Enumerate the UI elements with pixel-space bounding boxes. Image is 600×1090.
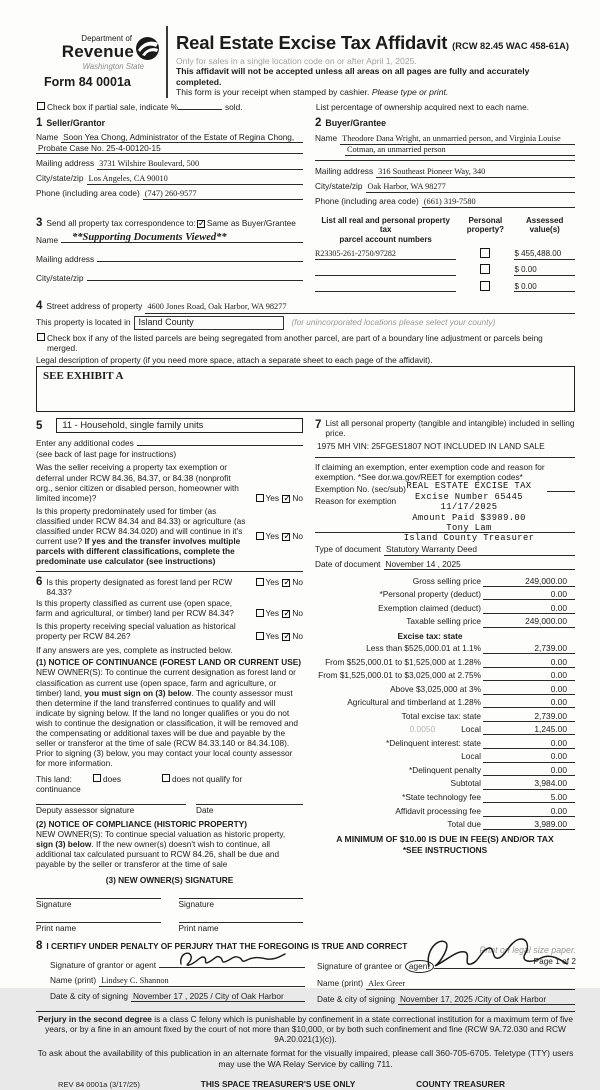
- grantor-signature-label: Signature of grantor or agent: [50, 959, 157, 970]
- correspondence-city-field[interactable]: [87, 280, 304, 281]
- section-4-number: 4: [36, 300, 43, 313]
- section-7: [315, 418, 575, 933]
- legal-description-label: Legal description of property (if you need more space, attach a separate sheet to each page of the affidavit).: [36, 354, 433, 365]
- does-not-checkbox[interactable]: [162, 774, 170, 782]
- section-3-number: 3: [36, 217, 43, 230]
- same-as-buyer-checkbox[interactable]: ✓: [197, 219, 206, 230]
- parcel-row: [315, 248, 575, 260]
- s5q1-no-checkbox[interactable]: ✓: [283, 493, 291, 504]
- located-in-label: This property is located in: [36, 316, 131, 327]
- personal-property-checkbox-1[interactable]: [480, 248, 490, 258]
- section-6: 6 Is this property designated as forest land per RCW 84.33? Yes ✓No Is this property classified as current use (open space, farm and agricultural, or timber) land per RCW 84.34? Yes ✓No Is this property receiving special valuation as historical property per RCW 84.26? Yes ✓No If any answers are yes, complete as instructed below. (1) NOTICE OF CONTINUANCE (FOREST LAND OR CURRENT USE) NEW OWNER(S): To continue the current designation as forest land or classification as current use (open space, farm and agriculture, or timber) land, you must sign on (3) below. The county assessor must then determine if the land transferred continues to qualify and will indicate by signing below. If the land no longer qualifies or you do not wish to continue the designation or classification, it will be removed and the compensating or additional taxes will be due and payable by the seller or transferor at the time of sale (RCW 84.33.140 or 84.34.108). Prior to signing (3) below, you may contact your local county assessor for more information. This land: does does not qualify for continuance Deputy assessor signature Date (2) NOTICE OF COMPLIANCE (HISTORIC PROPERTY) NEW OWNER(S): To continue special valuation as historic property, sign (3) below. If the new owner(s) doesn't wish to continue, all additional tax calculated pursuant to RCW 84.26, shall be due and payable by the seller or transferor at the time of sale (3) NEW OWNER(S) SIGNATURE Signature Signature Print name Print name: [36, 575, 303, 933]
- buyer-name-field[interactable]: Theodore Dana Wright, an unmarried person, and Virginia Louise: [340, 134, 575, 145]
- tax-row-total-state: Total excise tax: state 2,739.00: [315, 711, 575, 722]
- seller-phone-label: Phone (including area code): [36, 188, 140, 199]
- seller-name-field-line2[interactable]: Probate Case No. 25-4-00120-15: [36, 143, 303, 154]
- subtotal-field[interactable]: 3,984.00: [483, 778, 575, 789]
- section7-intro: List all personal property (tangible and intangible) included in selling price.: [325, 417, 575, 438]
- property-section: [36, 299, 575, 411]
- land-use-code-box[interactable]: 11 - Household, single family units: [56, 418, 303, 433]
- seller-heading: Seller/Grantor: [46, 117, 106, 128]
- tax-row-personal-deduct: *Personal property (deduct) 0.00: [315, 589, 575, 600]
- tax-row-gross: Gross selling price 249,000.00: [315, 576, 575, 587]
- section6-q3: Is this property receiving special valuation as historical property per RCW 84.26?: [36, 620, 236, 642]
- tier4-amount-field[interactable]: 0.00: [483, 684, 575, 695]
- buyer-mailing-label: Mailing address: [315, 165, 374, 176]
- tax-row-subtotal: Subtotal 3,984.00: [315, 778, 575, 789]
- revenue-wordmark: Revenue: [61, 41, 134, 61]
- grantor-date-label: Date & city of signing: [50, 990, 128, 1001]
- correspondence-section: [36, 216, 303, 292]
- buyer-heading: Buyer/Grantee: [325, 117, 387, 128]
- section-2-number: 2: [315, 116, 322, 129]
- notice1-heading: (1) NOTICE OF CONTINUANCE (FOREST LAND OR CURRENT USE): [36, 657, 302, 668]
- form-title: Real Estate Excise Tax Affidavit: [176, 32, 448, 53]
- grantee-name-label: Name (print): [317, 977, 364, 988]
- deputy-assessor-label: Deputy assessor signature: [36, 804, 135, 815]
- seller-name-label: Name: [36, 131, 59, 142]
- grantor-name-field[interactable]: Lindsey C. Shannon: [99, 976, 305, 987]
- does-checkbox[interactable]: [93, 774, 101, 782]
- dor-logo: [36, 26, 158, 98]
- buyer-city-label: City/state/zip: [315, 180, 363, 191]
- section-7-number: 7: [315, 418, 322, 431]
- partial-sale-label: Check box if partial sale, indicate %: [47, 101, 178, 112]
- parcel-row: [315, 281, 575, 293]
- sold-label: sold.: [224, 101, 243, 112]
- s6q3-no-checkbox[interactable]: ✓: [283, 632, 291, 643]
- tier3-amount-field[interactable]: 0.00: [483, 670, 575, 681]
- parcel-number-field[interactable]: R23305-261-2750/97282: [315, 249, 456, 260]
- exemption-no-label: Exemption No. (sec/sub): [315, 484, 406, 495]
- tax-row-delinq-penalty: *Delinquent penalty 0.00: [315, 765, 575, 776]
- header-note-bold: This affidavit will not be accepted unless all areas on all pages are fully and accurately completed.: [176, 66, 530, 87]
- new-owners-signature-heading: (3) NEW OWNER(S) SIGNATURE: [105, 875, 234, 886]
- section5-q1: Was the seller receiving a property tax exemption or deferral under RCW 84.36, 84.37, or 84.38 (nonprofit org., senior citizen or disabled person, homeowner with limited income)? Yes ✓No: [36, 462, 303, 504]
- partial-sale-checkbox[interactable]: [37, 102, 45, 110]
- grantor-signature-ink: [177, 946, 297, 972]
- unincorporated-note: (for unincorporated locations please select your county): [291, 316, 496, 327]
- continuance-label: continuance: [36, 783, 81, 794]
- header-note-receipt: This form is your receipt when stamped by cashier.: [176, 87, 370, 98]
- legal-description-value: SEE EXHIBIT A: [43, 369, 124, 382]
- treasurer-use-only-label: THIS SPACE TREASURER'S USE ONLY: [200, 1079, 356, 1090]
- does-not-label: does not qualify for: [172, 773, 243, 784]
- type-of-document-field[interactable]: Statutory Warranty Deed: [384, 544, 575, 555]
- section-5: 5 11 - Household, single family units Enter any additional codes (see back of last page for instructions) Was the seller receiving a property tax exemption or deferral under RCW 84.36, 84.37, or 84.38 (nonprofit org., senior citizen or disabled person, homeowner with limited income)? Yes ✓No Is this property predominately used for timber (as classified under RCW 84.34 and 84.33) or agriculture (as classified under RCW 84.34.020) and will continue in it's current use? If yes and the transfer involves multiple parcels with different classifications, complete the predominate use calculator (see instructions) Yes ✓No: [36, 419, 303, 567]
- seller-section: [36, 116, 303, 209]
- section-6-number: 6: [36, 575, 43, 588]
- grantee-date-label: Date & city of signing: [317, 993, 395, 1004]
- tax-row-delinq-interest-local: Local 0.00: [315, 751, 575, 762]
- owner-signature-label-2: Signature: [178, 899, 215, 910]
- seller-mailing-label: Mailing address: [36, 157, 95, 168]
- form-title-rcw: (RCW 82.45 WAC 458-61A): [452, 41, 569, 51]
- assessor-date-label: Date: [196, 804, 214, 815]
- street-address-field[interactable]: 4600 Jones Road, Oak Harbor, WA 98277: [145, 302, 575, 313]
- parcels-col3-header: Assessed: [526, 216, 564, 226]
- date-of-document-label: Date of document: [315, 558, 381, 569]
- seller-city-field[interactable]: Los Angeles, CA 90010: [87, 174, 304, 185]
- grantee-date-field[interactable]: November 17, 2025 /City of Oak Harbor: [398, 994, 575, 1005]
- certify-statement: I CERTIFY UNDER PENALTY OF PERJURY THAT THE FOREGOING IS TRUE AND CORRECT: [46, 940, 408, 951]
- section-1-number: 1: [36, 116, 43, 129]
- gross-selling-price-field[interactable]: 249,000.00: [483, 576, 575, 587]
- correspondence-name-label: Name: [36, 235, 59, 246]
- tax-row-total-due: Total due 3,989.00: [315, 819, 575, 830]
- local-rate: 0.0050: [409, 724, 436, 735]
- date-of-document-field[interactable]: November 14 , 2025: [384, 559, 576, 570]
- header-note-type-or-print: Please type or print.: [371, 87, 449, 98]
- section5-q2: Is this property predominately used for timber (as classified under RCW 84.34 and 84.33) or agriculture (as classified under RCW 84.34.020) and will continue in it's current use? If yes and the transfer involves multiple parcels with different classifications, complete the predominate use calculator (see instructions): [36, 505, 246, 567]
- s6q1-yes-checkbox[interactable]: [256, 578, 264, 586]
- notice2-body: NEW OWNER(S): To continue special valuation as historic property, sign (3) below. If the new owner(s) doesn't wish to continue, all additional tax calculated pursuant to RCW 84.26, shall be due and payable by the seller or transferor at the time of sale: [36, 828, 286, 870]
- parcel-row: [315, 264, 575, 276]
- partial-sale-percent-field[interactable]: [178, 109, 222, 110]
- reason-for-exemption-label: Reason for exemption: [315, 496, 397, 507]
- parcels-col1-header: List all real and personal property tax: [321, 216, 450, 235]
- delinquent-interest-local-field[interactable]: 0.00: [483, 751, 575, 762]
- seller-mailing-field[interactable]: 3731 Wilshire Boulevard, 500: [97, 159, 303, 170]
- seller-phone-field[interactable]: (747) 260-9577: [143, 189, 303, 200]
- dor-swoosh-icon: [135, 36, 160, 67]
- parcel-number-field-3[interactable]: [315, 282, 456, 292]
- buyer-mailing-field[interactable]: 316 Southeast Pioneer Way, 340: [376, 167, 575, 178]
- grantor-date-field[interactable]: November 17 , 2025 / City of Oak Harbor: [131, 991, 305, 1002]
- tax-row-affidavit-fee: Affidavit processing fee 0.00: [315, 806, 575, 817]
- buyer-name-label: Name: [315, 132, 338, 143]
- seller-name-field[interactable]: Soon Yea Chong, Administrator of the Estate of Regina Chong,: [61, 132, 303, 143]
- delinquent-interest-state-field[interactable]: 0.00: [483, 738, 575, 749]
- form-header: [36, 26, 575, 98]
- buyer-phone-label: Phone (including area code): [315, 196, 419, 207]
- delinquent-penalty-field[interactable]: 0.00: [483, 765, 575, 776]
- parcels-col2-header: Personal: [468, 216, 503, 226]
- washington-state-label: Washington State: [82, 62, 144, 72]
- notice1-body: NEW OWNER(S): To continue the current designation as forest land or classification as current use (open space, farm and agriculture, or timber) land, you must sign on (3) below. The county assessor must then determine if the land transferred continues to qualify and will indicate by signing below. If the land no longer qualifies or you do not wish to continue the designation or classification, it will be removed and the compensating or additional taxes will be due and payable by the seller or transferor at the time of sale (RCW 84.33.140 or 84.34.108). Prior to signing (3) below, you may contact your local county assessor for more information.: [36, 667, 298, 769]
- personal-property-value[interactable]: 1975 MH VIN: 25FGES1807 NOT INCLUDED IN LAND SALE: [317, 441, 545, 452]
- s5q2-yes-checkbox[interactable]: [256, 532, 264, 540]
- s6q3-yes-checkbox[interactable]: [256, 632, 264, 640]
- tax-row-tier3: From $1,525,000.01 to $3,025,000 at 2.75% 0.00: [315, 670, 575, 681]
- this-land-label: This land:: [36, 773, 72, 784]
- tax-row-tier1: Less than $525,000.01 at 1.1% 2,739.00: [315, 643, 575, 654]
- form-number: Form 84 0001a: [44, 74, 131, 89]
- tax-row-local: 0.0050 Local 1,245.00: [315, 724, 575, 735]
- parcel-number-field-2[interactable]: [315, 266, 456, 276]
- total-state-excise-field[interactable]: 2,739.00: [483, 711, 575, 722]
- correspondence-city-label: City/state/zip: [36, 273, 84, 284]
- legal-description-box[interactable]: [36, 366, 575, 412]
- state-technology-fee-field[interactable]: 5.00: [483, 792, 575, 803]
- if-yes-note: If any answers are yes, complete as instructed below.: [36, 645, 233, 656]
- notice2-heading: (2) NOTICE OF COMPLIANCE (HISTORIC PROPERTY): [36, 818, 247, 829]
- tax-row-agricultural: Agricultural and timberland at 1.28% 0.00: [315, 697, 575, 708]
- page-indicator: Page 1 of 2: [533, 955, 576, 966]
- accessibility-note: To ask about the availability of this publication in an alternate format for the visually impaired, please call 360-705-6705. Teletype (TTY) users may use the WA Relay Service by calling 711.: [37, 1048, 574, 1069]
- exemption-claimed-field[interactable]: 0.00: [483, 603, 575, 614]
- header-note-gray: Only for sales in a single location code on or after April 1, 2025.: [176, 55, 417, 66]
- tax-row-delinq-interest-state: *Delinquent interest: state 0.00: [315, 738, 575, 749]
- buyer-phone-field[interactable]: (661) 319-7580: [422, 197, 575, 208]
- county-select[interactable]: Island County: [134, 316, 284, 330]
- tax-row-tech-fee: *State technology fee 5.00: [315, 792, 575, 803]
- s5q1-yes-checkbox[interactable]: [256, 494, 264, 502]
- print-legal-note: Print on legal size paper.: [479, 945, 576, 956]
- personal-property-checkbox-3[interactable]: [480, 281, 490, 291]
- seller-city-label: City/state/zip: [36, 172, 84, 183]
- see-instructions-note: *SEE INSTRUCTIONS: [402, 844, 488, 855]
- dept-of-label: Department of: [81, 34, 132, 43]
- total-due-field[interactable]: 3,989.00: [483, 819, 575, 830]
- assessed-value-field-3[interactable]: $ 0.00: [514, 282, 575, 293]
- grantee-signature-label: Signature of grantee or: [317, 960, 402, 971]
- s6q2-yes-checkbox[interactable]: [256, 609, 264, 617]
- grantee-agent-label: agent: [405, 960, 434, 973]
- excise-state-heading: Excise tax: state: [397, 630, 463, 641]
- tax-row-tier2: From $525,000.01 to $1,525,000 at 1.28% 0.00: [315, 657, 575, 668]
- section7-divider-1: [315, 457, 575, 458]
- section-8: [36, 939, 575, 1005]
- exemption-note: If claiming an exemption, enter exemption code and reason for exemption. *See dor.wa.gov/REET for exemption codes*: [315, 462, 545, 483]
- buyer-name-field-line2[interactable]: Cotman, an unmarried person: [345, 145, 575, 156]
- local-tax-field[interactable]: 1,245.00: [483, 724, 575, 735]
- additional-codes-label: Enter any additional codes: [36, 438, 134, 449]
- segregated-checkbox[interactable]: [37, 333, 45, 341]
- parcels-table: List all real and personal property tax parcel account numbers Personal property? Assessed value(s) R23305-261-2750/97282 $ 455,488.00 $ 0.00 $ 0.00: [315, 216, 575, 292]
- section-divider: [36, 571, 303, 572]
- owner-signature-label-1: Signature: [36, 899, 72, 910]
- correspondence-mailing-field[interactable]: [97, 261, 303, 262]
- supporting-documents-stamp: **Supporting Documents Viewed**: [72, 232, 227, 244]
- tier2-amount-field[interactable]: 0.00: [483, 657, 575, 668]
- owner-print-name-label-1: Print name: [36, 922, 77, 933]
- street-address-label: Street address of property: [46, 301, 143, 312]
- tax-row-exemption-deduct: Exemption claimed (deduct) 0.00: [315, 603, 575, 614]
- rev-number: REV 84 0001a (3/17/25): [58, 1080, 140, 1090]
- assessed-value-field-1[interactable]: $ 455,488.00: [514, 249, 575, 260]
- grantor-name-label: Name (print): [50, 974, 97, 985]
- section-5-number: 5: [36, 419, 43, 432]
- footer-divider: [36, 1011, 575, 1012]
- type-of-document-label: Type of document: [315, 544, 381, 555]
- does-label: does: [103, 773, 121, 784]
- s6q1-no-checkbox[interactable]: ✓: [283, 577, 291, 588]
- s6q2-no-checkbox[interactable]: ✓: [283, 608, 291, 619]
- same-as-buyer-label: Same as Buyer/Grantee: [206, 218, 296, 229]
- affidavit-processing-fee-field[interactable]: 0.00: [483, 806, 575, 817]
- section-8-number: 8: [36, 939, 43, 952]
- buyer-section: [315, 116, 575, 209]
- personal-property-checkbox-2[interactable]: [480, 264, 490, 274]
- tax-row-tier4: Above $3,025,000 at 3% 0.00: [315, 684, 575, 695]
- s5q2-no-checkbox[interactable]: ✓: [283, 532, 291, 543]
- additional-codes-field[interactable]: [137, 445, 303, 446]
- buyer-extra-line: [315, 160, 575, 161]
- perjury-note: Perjury in the second degree is a class C felony which is punishable by confinement in a state correctional institution for a maximum term of five years, or by a fine in an amount fixed by the court of not more than $10,000, or by both such confinement and fine (RCW 9A.72.030 and RCW 9A.20.021(1)(c)).: [38, 1014, 573, 1045]
- owner-print-name-label-2: Print name: [178, 922, 219, 933]
- personal-property-deduct-field[interactable]: 0.00: [483, 589, 575, 600]
- ownership-note: List percentage of ownership acquired next to each name.: [315, 101, 529, 112]
- minimum-due-note: A MINIMUM OF $10.00 IS DUE IN FEE(S) AND/OR TAX: [336, 834, 554, 845]
- section6-q2: Is this property classified as current use (open space, farm and agricultural, or timber) land per RCW 84.34?: [36, 597, 234, 618]
- codes-instructions-note: (see back of last page for instructions): [36, 449, 177, 460]
- agricultural-amount-field[interactable]: 0.00: [483, 697, 575, 708]
- tier1-amount-field[interactable]: 2,739.00: [483, 643, 575, 654]
- correspondence-heading: Send all property tax correspondence to:: [46, 218, 196, 229]
- tax-row-taxable: Taxable selling price 249,000.00: [315, 616, 575, 627]
- correspondence-mailing-label: Mailing address: [36, 254, 95, 265]
- grantee-signature-ink: [421, 934, 571, 974]
- buyer-city-field[interactable]: Oak Harbor, WA 98277: [366, 182, 576, 193]
- county-treasurer-label: COUNTY TREASURER: [416, 1079, 505, 1090]
- taxable-selling-price-field[interactable]: 249,000.00: [483, 616, 575, 627]
- treasurer-stamp: REAL ESTATE EXCISE TAX Excise Number 65445 11/17/2025 Amount Paid $3989.00 Tony Lam Island County Treasurer: [403, 481, 535, 544]
- segregated-label: Check box if any of the listed parcels are being segregated from another parcel, are part of a boundary line adjustment or parcels being merged.: [47, 332, 543, 353]
- assessed-value-field-2[interactable]: $ 0.00: [514, 265, 575, 276]
- section6-q1: Is this property designated as forest land per RCW 84.33?: [46, 576, 233, 597]
- grantee-name-field[interactable]: Alex Greer: [366, 979, 575, 990]
